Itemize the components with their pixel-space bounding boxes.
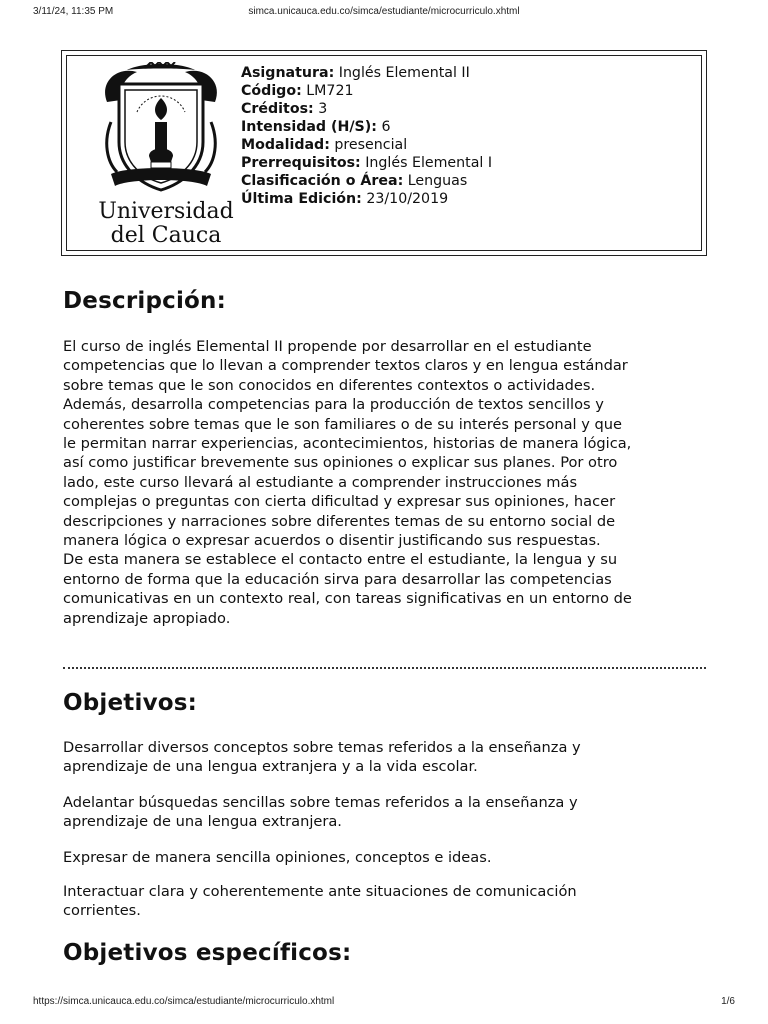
- field-label: Intensidad (H/S):: [241, 119, 377, 135]
- print-footer-url: https://simca.unicauca.edu.co/simca/estudiante/microcurriculo.xhtml: [33, 996, 335, 1007]
- field-label: Prerrequisitos:: [241, 155, 361, 171]
- objetivos-especificos-heading: Objetivos específicos:: [63, 940, 352, 966]
- university-name: [91, 200, 241, 248]
- objetivo-line: corrientes.: [63, 902, 141, 920]
- field-value: presencial: [329, 137, 408, 153]
- course-fields: [241, 64, 492, 208]
- descripcion-line: manera lógica o expresar acuerdos o disentir justificando sus respuestas.: [63, 532, 601, 550]
- print-header-url: simca.unicauca.edu.co/simca/estudiante/microcurriculo.xhtml: [248, 6, 520, 17]
- field-asignatura: [241, 64, 492, 82]
- university-seal-icon: [97, 62, 225, 200]
- university-name-line1: Universidad: [98, 199, 234, 224]
- field-value: 6: [376, 119, 391, 135]
- field-value: LM721: [301, 83, 354, 99]
- field-label: Última Edición:: [241, 191, 362, 207]
- descripcion-line: descripciones y narraciones sobre diferentes temas de su entorno social de: [63, 512, 616, 530]
- section-divider: [63, 667, 706, 669]
- field-value: Inglés Elemental I: [360, 155, 493, 171]
- objetivo-line: aprendizaje de una lengua extranjera.: [63, 813, 342, 831]
- print-footer: [0, 996, 768, 1010]
- field-creditos: [241, 100, 492, 118]
- objetivos-heading: Objetivos:: [63, 690, 198, 716]
- descripcion-line: le permitan narrar experiencias, acontecimientos, historias de manera lógica,: [63, 435, 632, 453]
- objetivo-line: Desarrollar diversos conceptos sobre temas referidos a la enseñanza y: [63, 739, 581, 756]
- descripcion-line: El curso de inglés Elemental II propende por desarrollar en el estudiante: [63, 338, 592, 355]
- objetivo-line: aprendizaje de una lengua extranjera y a la vida escolar.: [63, 758, 478, 776]
- descripcion-line: De esta manera se establece el contacto entre el estudiante, la lengua y su: [63, 551, 618, 569]
- course-info-box: [61, 50, 707, 256]
- field-intensidad: [241, 118, 492, 136]
- field-clasificacion: [241, 172, 492, 190]
- field-value: Inglés Elemental II: [334, 65, 470, 81]
- field-prerrequisitos: [241, 154, 492, 172]
- descripcion-line: así como justificar brevemente sus opiniones o explicar sus planes. Por otro: [63, 454, 618, 472]
- descripcion-line: lado, este curso llevará al estudiante a comprender instrucciones más: [63, 473, 578, 491]
- objetivo-line: Interactuar clara y coherentemente ante situaciones de comunicación: [63, 883, 577, 900]
- descripcion-line: competencias que lo llevan a comprender textos claros y en lengua estándar: [63, 357, 628, 375]
- descripcion-line: comunicativas en un contexto real, con tareas significativas en un entorno de: [63, 590, 632, 608]
- field-modalidad: [241, 136, 492, 154]
- objetivo-item: [63, 848, 723, 867]
- descripcion-line: sobre temas que le son conocidos en diferentes contextos o actividades.: [63, 376, 596, 394]
- objetivo-item: [63, 738, 723, 777]
- university-logo: [91, 62, 234, 252]
- descripcion-line: complejas o preguntas con cierta dificultad y expresar sus opiniones, hacer: [63, 493, 616, 511]
- field-value: 3: [313, 101, 328, 117]
- field-value: Lenguas: [403, 173, 468, 189]
- descripcion-line: aprendizaje apropiado.: [63, 609, 231, 627]
- page-number: 1/6: [721, 996, 735, 1007]
- objetivo-line: Adelantar búsquedas sencillas sobre temas referidos a la enseñanza y: [63, 794, 578, 811]
- descripcion-line: Además, desarrolla competencias para la producción de textos sencillos y: [63, 396, 604, 414]
- field-label: Asignatura:: [241, 65, 335, 81]
- objetivo-line: Expresar de manera sencilla opiniones, conceptos e ideas.: [63, 849, 492, 866]
- field-codigo: [241, 82, 492, 100]
- print-header: [0, 6, 768, 20]
- field-label: Código:: [241, 83, 302, 99]
- descripcion-heading: Descripción:: [63, 288, 226, 314]
- field-label: Créditos:: [241, 101, 314, 117]
- print-datetime: 3/11/24, 11:35 PM: [33, 6, 114, 17]
- descripcion-line: entorno de forma que la educación sirva para desarrollar las competencias: [63, 570, 612, 588]
- field-ultima-edicion: [241, 190, 492, 208]
- objetivo-item: [63, 793, 723, 832]
- descripcion-text: [63, 337, 723, 628]
- course-info-inner-border: [66, 55, 702, 251]
- descripcion-line: coherentes sobre temas que le son familiares o de su interés personal y que: [63, 415, 623, 433]
- field-label: Clasificación o Área:: [241, 173, 404, 189]
- field-value: 23/10/2019: [361, 191, 449, 207]
- objetivo-item: [63, 882, 723, 921]
- university-name-line2: del Cauca: [110, 223, 222, 248]
- field-label: Modalidad:: [241, 137, 330, 153]
